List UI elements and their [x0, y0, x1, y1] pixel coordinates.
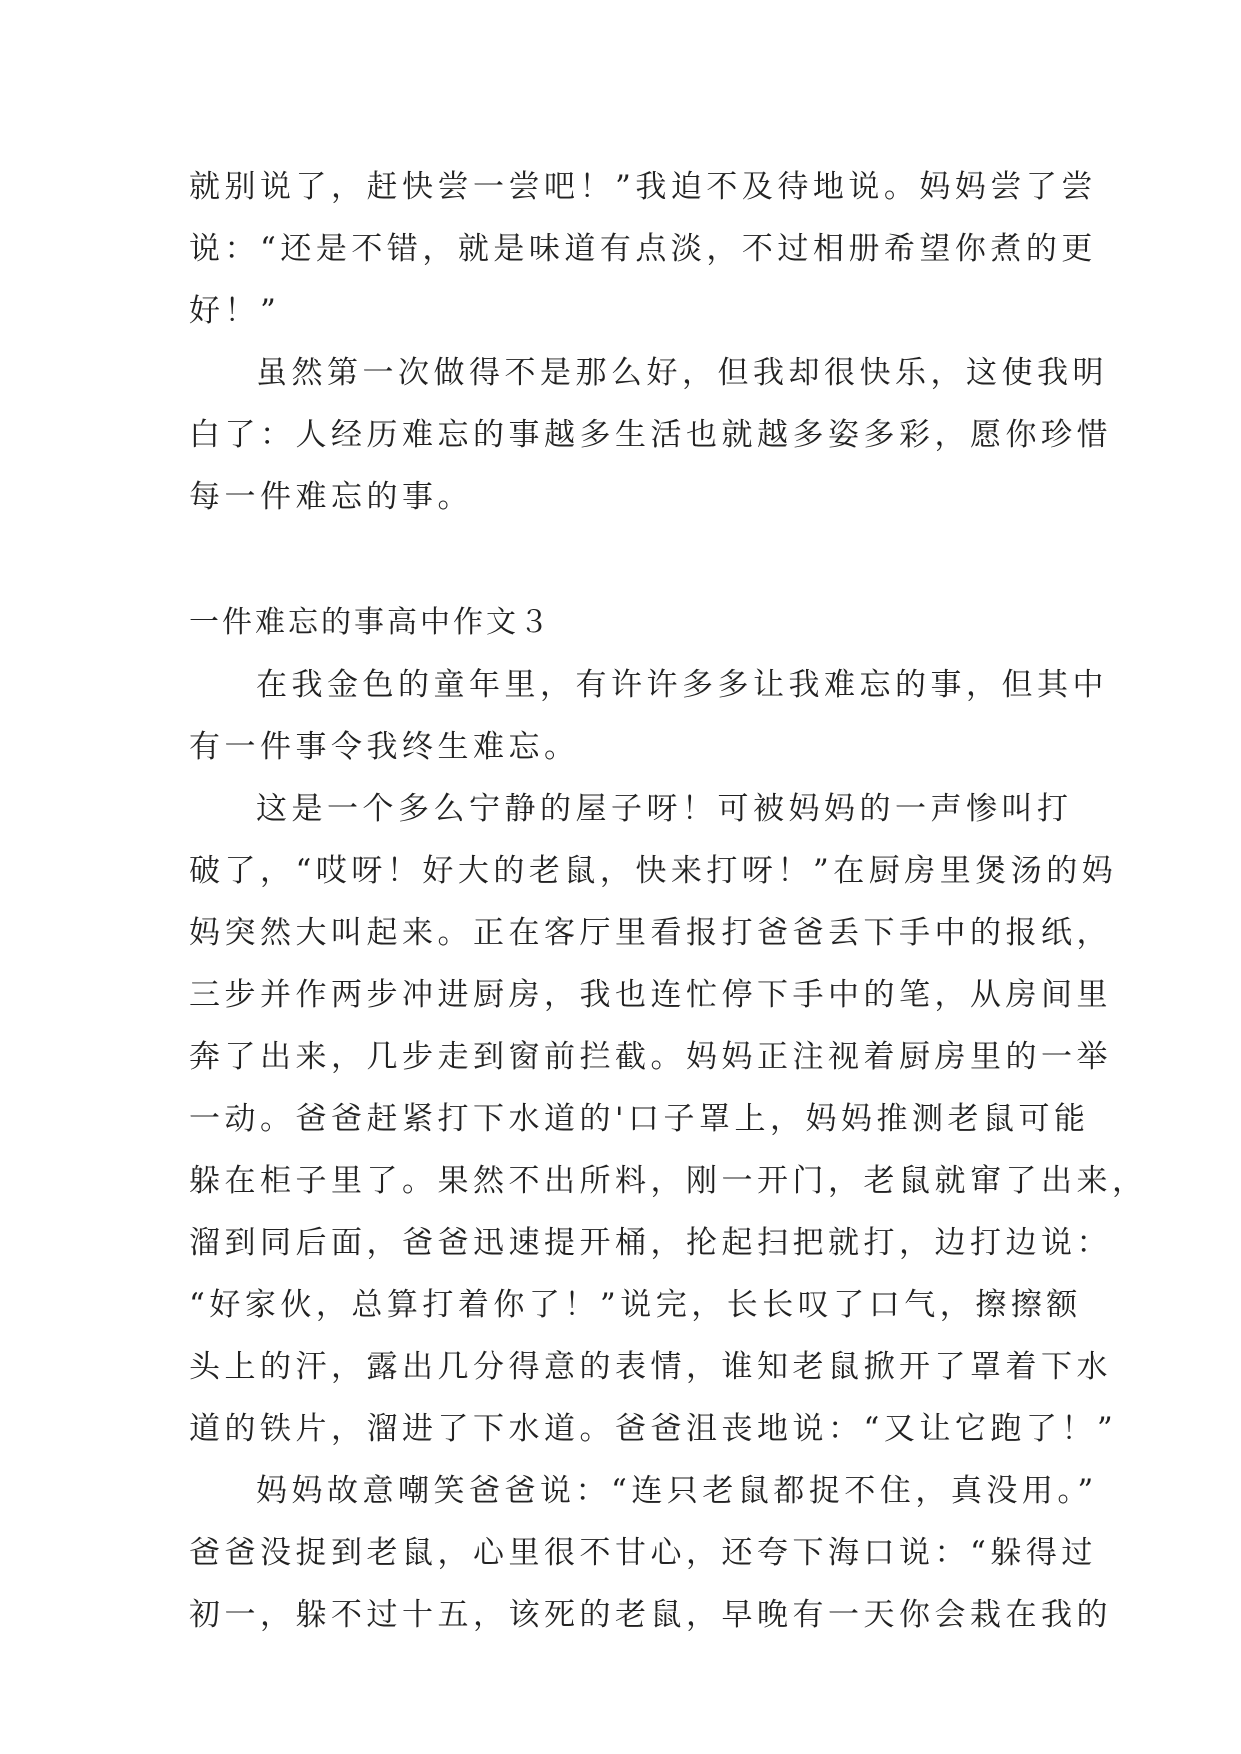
essay-heading: 一件难忘的事高中作文３: [189, 605, 552, 640]
text-line: 爸爸没捉到老鼠，心里很不甘心，还夸下海口说：“躲得过: [189, 1535, 1097, 1571]
text-line: 妈妈故意嘲笑爸爸说：“连只老鼠都捉不住，真没用。”: [256, 1473, 1098, 1509]
paragraph-story: [189, 778, 1148, 1460]
paragraph-conclusion: [189, 342, 1112, 528]
text-line: 初一，躲不过十五，该死的老鼠，早晚有一天你会栽在我的: [189, 1597, 1112, 1633]
text-line: 破了，“哎呀！好大的老鼠，快来打呀！”在厨房里煲汤的妈: [189, 853, 1118, 889]
text-line: 奔了出来，几步走到窗前拦截。妈妈正注视着厨房里的一举: [189, 1039, 1112, 1075]
section-gap: [189, 528, 1051, 592]
text-line: 有一件事令我终生难忘。: [189, 729, 580, 765]
text-line: 躲在柜子里了。果然不出所料，刚一开门，老鼠就窜了出来，: [189, 1163, 1148, 1199]
paragraph-intro: [189, 654, 1108, 778]
text-line: 一动。爸爸赶紧打下水道的'口子罩上，妈妈推测老鼠可能: [189, 1101, 1090, 1137]
text-line: 这是一个多么宁静的屋子呀！可被妈妈的一声惨叫打: [256, 791, 1073, 827]
text-line: 溜到同后面，爸爸迅速提开桶，抡起扫把就打，边打边说：: [189, 1225, 1112, 1261]
document-body: [189, 156, 1148, 1646]
text-line: 三步并作两步冲进厨房，我也连忙停下手中的笔，从房间里: [189, 977, 1112, 1013]
text-line: 说：“还是不错，就是味道有点淡，不过相册希望你煮的更: [189, 231, 1097, 267]
text-line: 虽然第一次做得不是那么好，但我却很快乐，这使我明: [256, 355, 1108, 391]
text-line: 在我金色的童年里，有许许多多让我难忘的事，但其中: [256, 667, 1108, 703]
text-line: 好！”: [189, 293, 281, 329]
text-line: 头上的汗，露出几分得意的表情，谁知老鼠掀开了罩着下水: [189, 1349, 1112, 1385]
text-line: 就别说了，赶快尝一尝吧！”我迫不及待地说。妈妈尝了尝: [189, 169, 1097, 205]
paragraph-aftermath: [189, 1460, 1112, 1646]
text-line: 道的铁片，溜进了下水道。爸爸沮丧地说：“又让它跑了！”: [189, 1411, 1118, 1447]
paragraph-continued: [189, 156, 1097, 342]
text-line: 每一件难忘的事。: [189, 479, 473, 515]
text-line: “好家伙，总算打着你了！”说完，长长叹了口气，擦擦额: [189, 1287, 1082, 1323]
text-line: 妈突然大叫起来。正在客厅里看报打爸爸丢下手中的报纸，: [189, 915, 1112, 951]
text-line: 白了：人经历难忘的事越多生活也就越多姿多彩，愿你珍惜: [189, 417, 1112, 453]
